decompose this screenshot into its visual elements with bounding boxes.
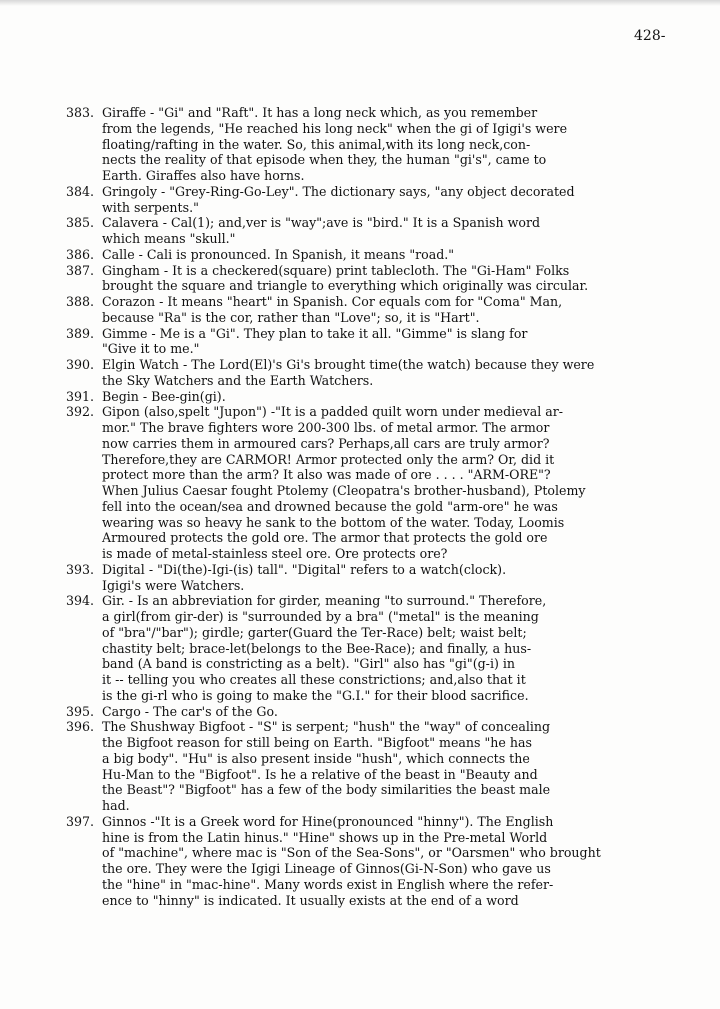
entry-text xyxy=(102,215,706,247)
entry-line: protect more than the arm? It also was made of ore . . . . "ARM-ORE"? xyxy=(102,467,551,483)
entry-line: had. xyxy=(102,798,130,813)
entry xyxy=(66,593,706,703)
entry-number: 386. xyxy=(66,246,95,262)
entry xyxy=(66,389,706,405)
entry-text xyxy=(102,357,706,389)
entry-line: the Bigfoot reason for still being on Earth. "Bigfoot" means "he has xyxy=(102,735,532,750)
entry xyxy=(66,814,706,909)
entry-line: of "machine", where mac is "Son of the Sea-Sons", or "Oarsmen" who brought xyxy=(102,845,601,861)
entry-number: 397. xyxy=(66,813,95,829)
entry-line: brought the square and triangle to everything which originally was circular. xyxy=(102,278,589,294)
entry-number: 396. xyxy=(66,719,95,735)
entry-number: 390. xyxy=(66,357,95,372)
entry-number: 394. xyxy=(66,593,95,609)
entry-line: floating/rafting in the water. So, this animal,with its long neck,con- xyxy=(102,136,531,152)
entry-text xyxy=(102,562,706,594)
entry-text xyxy=(102,719,706,814)
entry-line: Calle - Cali is pronounced. In Spanish, it means "road." xyxy=(102,246,455,262)
entry xyxy=(66,719,706,814)
entry-text xyxy=(102,389,706,405)
entry-line: the ore. They were the Igigi Lineage of Ginnos(Gi-N-Son) who gave us xyxy=(102,861,551,876)
entry-text xyxy=(102,814,706,909)
entry-line: it -- telling you who creates all these constrictions; and,also that it xyxy=(102,672,526,687)
entry-line: Gingham - It is a checkered(square) print tablecloth. The "Gi-Ham" Folks xyxy=(102,262,570,278)
entry-line: a girl(from gir-der) is "surrounded by a bra" ("metal" is the meaning xyxy=(102,609,539,624)
entry-line: the Beast"? "Bigfoot" has a few of the body similarities the beast male xyxy=(102,782,551,798)
entry-text xyxy=(102,294,706,326)
entry-number: 392. xyxy=(66,404,95,420)
entry-text xyxy=(102,247,706,263)
entry-line: Corazon - It means "heart" in Spanish. Cor equals com for "Coma" Man, xyxy=(102,294,563,309)
entry-text xyxy=(102,593,706,703)
entry-line: now carries them in armoured cars? Perhaps,all cars are truly armor? xyxy=(102,435,550,451)
scan-top-edge xyxy=(0,0,720,6)
entry-line: of "bra"/"bar"); girdle; garter(Guard the Ter-Race) belt; waist belt; xyxy=(102,624,527,640)
entry-number: 393. xyxy=(66,561,95,577)
entry-line: Gringoly - "Grey-Ring-Go-Ley". The dictionary says, "any object decorated xyxy=(102,183,575,199)
entry-line: The Shushway Bigfoot - "S" is serpent; "hush" the "way" of concealing xyxy=(102,719,551,735)
entry xyxy=(66,215,706,247)
entry-line: because "Ra" is the cor, rather than "Love"; so, it is "Hart". xyxy=(102,309,480,325)
entry-text xyxy=(102,704,706,720)
entry-number: 391. xyxy=(66,388,95,404)
entry xyxy=(66,357,706,389)
entry-line: Therefore,they are CARMOR! Armor protected only the arm? Or, did it xyxy=(102,451,555,467)
entry-number: 387. xyxy=(66,262,95,278)
entry-line: is made of metal-stainless steel ore. Ore protects ore? xyxy=(102,546,448,561)
entry-line: band (A band is constricting as a belt). "Girl" also has "gi"(g-i) in xyxy=(102,656,516,672)
entry xyxy=(66,105,706,184)
entry-line: the Sky Watchers and the Earth Watchers. xyxy=(102,372,374,388)
entry-number: 384. xyxy=(66,183,95,199)
entry-line: Gir. - Is an abbreviation for girder, meaning "to surround." Therefore, xyxy=(102,593,547,609)
entry-list xyxy=(66,105,706,908)
entry-text xyxy=(102,326,706,358)
entry xyxy=(66,562,706,594)
entry-line: Ginnos -"It is a Greek word for Hine(pronounced "hinny"). The English xyxy=(102,813,554,829)
entry-line: wearing was so heavy he sank to the bottom of the water. Today, Loomis xyxy=(102,514,565,530)
entry xyxy=(66,704,706,720)
entry-line: Giraffe - "Gi" and "Raft". It has a long neck which, as you remember xyxy=(102,105,538,120)
entry-line: mor." The brave fighters wore 200-300 lbs. of metal armor. The armor xyxy=(102,420,550,435)
entry-line: Hu-Man to the "Bigfoot". Is he a relative of the beast in "Beauty and xyxy=(102,766,538,782)
entry-text xyxy=(102,184,706,216)
entry-line: "Give it to me." xyxy=(102,341,200,357)
entry-line: nects the reality of that episode when they, the human "gi's", came to xyxy=(102,152,547,168)
entry-line: Elgin Watch - The Lord(El)'s Gi's brought time(the watch) because they were xyxy=(102,357,595,372)
entry-line: which means "skull." xyxy=(102,231,236,246)
entry-line: is the gi-rl who is going to make the "G.I." for their blood sacrifice. xyxy=(102,687,529,703)
entry xyxy=(66,326,706,358)
entry-line: Igigi's were Watchers. xyxy=(102,577,245,593)
entry-text xyxy=(102,404,706,562)
entry-line: hine is from the Latin hinus." "Hine" shows up in the Pre-metal World xyxy=(102,829,548,845)
entry xyxy=(66,247,706,263)
entry-line: from the legends, "He reached his long neck" when the gi of Igigi's were xyxy=(102,120,568,136)
entry-line: Armoured protects the gold ore. The armor that protects the gold ore xyxy=(102,530,548,546)
page-number: 428- xyxy=(634,28,666,44)
entry-line: fell into the ocean/sea and drowned because the gold "arm-ore" he was xyxy=(102,498,558,514)
entry-line: Digital - "Di(the)-Igi-(is) tall". "Digital" refers to a watch(clock). xyxy=(102,561,507,577)
entry-line: ence to "hinny" is indicated. It usually exists at the end of a word xyxy=(102,892,519,908)
entry-number: 389. xyxy=(66,325,95,341)
entry-line: Calavera - Cal(1); and,ver is "way";ave is "bird." It is a Spanish word xyxy=(102,215,541,231)
entry-line: Gimme - Me is a "Gi". They plan to take it all. "Gimme" is slang for xyxy=(102,325,528,341)
entry-line: Earth. Giraffes also have horns. xyxy=(102,168,305,183)
entry-line: When Julius Caesar fought Ptolemy (Cleopatra's brother-husband), Ptolemy xyxy=(102,483,586,498)
entry xyxy=(66,294,706,326)
entry-line: Begin - Bee-gin(gi). xyxy=(102,388,226,404)
entry-line: a big body". "Hu" is also present inside "hush", which connects the xyxy=(102,750,530,766)
entry xyxy=(66,184,706,216)
entry xyxy=(66,263,706,295)
entry-line: the "hine" in "mac-hine". Many words exist in English where the refer- xyxy=(102,876,554,892)
entry-number: 388. xyxy=(66,294,95,309)
entry-number: 395. xyxy=(66,703,95,719)
entry-number: 385. xyxy=(66,215,95,231)
entry xyxy=(66,404,706,562)
entry-line: chastity belt; brace-let(belongs to the Bee-Race); and finally, a hus- xyxy=(102,640,532,656)
entry-line: with serpents." xyxy=(102,199,199,215)
entry-text xyxy=(102,105,706,184)
entry-number: 383. xyxy=(66,105,95,120)
entry-text xyxy=(102,263,706,295)
entry-line: Gipon (also,spelt "Jupon") -"It is a padded quilt worn under medieval ar- xyxy=(102,404,564,420)
entry-line: Cargo - The car's of the Go. xyxy=(102,703,278,719)
